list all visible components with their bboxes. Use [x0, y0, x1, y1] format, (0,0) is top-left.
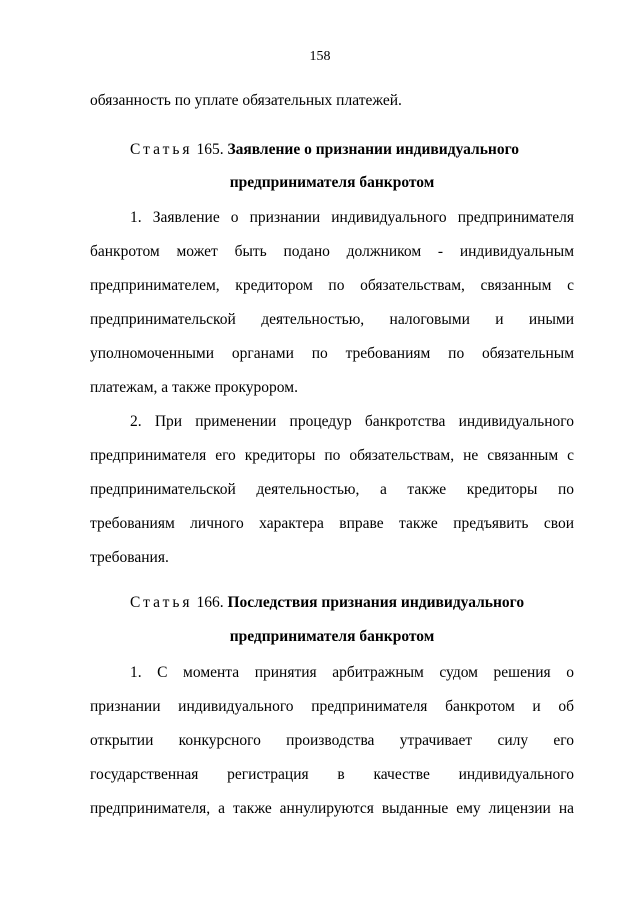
paragraph-line: платежам, а также прокурором.: [90, 379, 298, 396]
article-165-heading: [130, 140, 574, 160]
paragraph-line: 1. С момента принятия арбитражным судом решения о: [130, 664, 574, 681]
article-label: Статья: [130, 141, 193, 158]
paragraph-line: предпринимательской деятельностью, налоговыми и иными: [90, 311, 574, 328]
paragraph-line: признании индивидуального предпринимателя банкротом и об: [90, 698, 574, 715]
article-166-heading: [130, 593, 574, 613]
page-number: 158: [309, 49, 331, 64]
article-label: Статья: [130, 594, 193, 611]
article-number: 165.: [196, 141, 224, 158]
paragraph-line: 1. Заявление о признании индивидуального предпринимателя: [130, 209, 574, 226]
article-title: Последствия признания индивидуального: [227, 594, 525, 611]
paragraph-line: 2. При применении процедур банкротства индивидуального: [130, 413, 574, 430]
paragraph-line: государственная регистрация в качестве индивидуального: [90, 766, 574, 783]
paragraph-line: предпринимателя его кредиторы по обязательствам, не связанным с: [90, 447, 574, 464]
paragraph-line: требования.: [90, 549, 169, 566]
article-title: Заявление о признании индивидуального: [227, 141, 519, 158]
paragraph-line: банкротом может быть подано должником - индивидуальным: [90, 243, 574, 260]
paragraph-line: предпринимательской деятельностью, а также кредиторы по: [90, 481, 574, 498]
intro-line: обязанность по уплате обязательных платежей.: [90, 92, 402, 109]
paragraph-line: требованиям личного характера вправе также предъявить свои: [90, 515, 574, 532]
paragraph-line: уполномоченными органами по требованиям по обязательным: [90, 345, 574, 362]
paragraph-line: открытии конкурсного производства утрачивает силу его: [90, 732, 574, 749]
article-166-title-line2: предпринимателя банкротом: [229, 628, 435, 645]
article-165-title-line2: предпринимателя банкротом: [229, 174, 435, 191]
paragraph-line: предпринимателем, кредитором по обязательствам, связанным с: [90, 277, 574, 294]
article-number: 166.: [196, 594, 224, 611]
paragraph-line: предпринимателя, а также аннулируются выданные ему лицензии на: [90, 800, 574, 817]
